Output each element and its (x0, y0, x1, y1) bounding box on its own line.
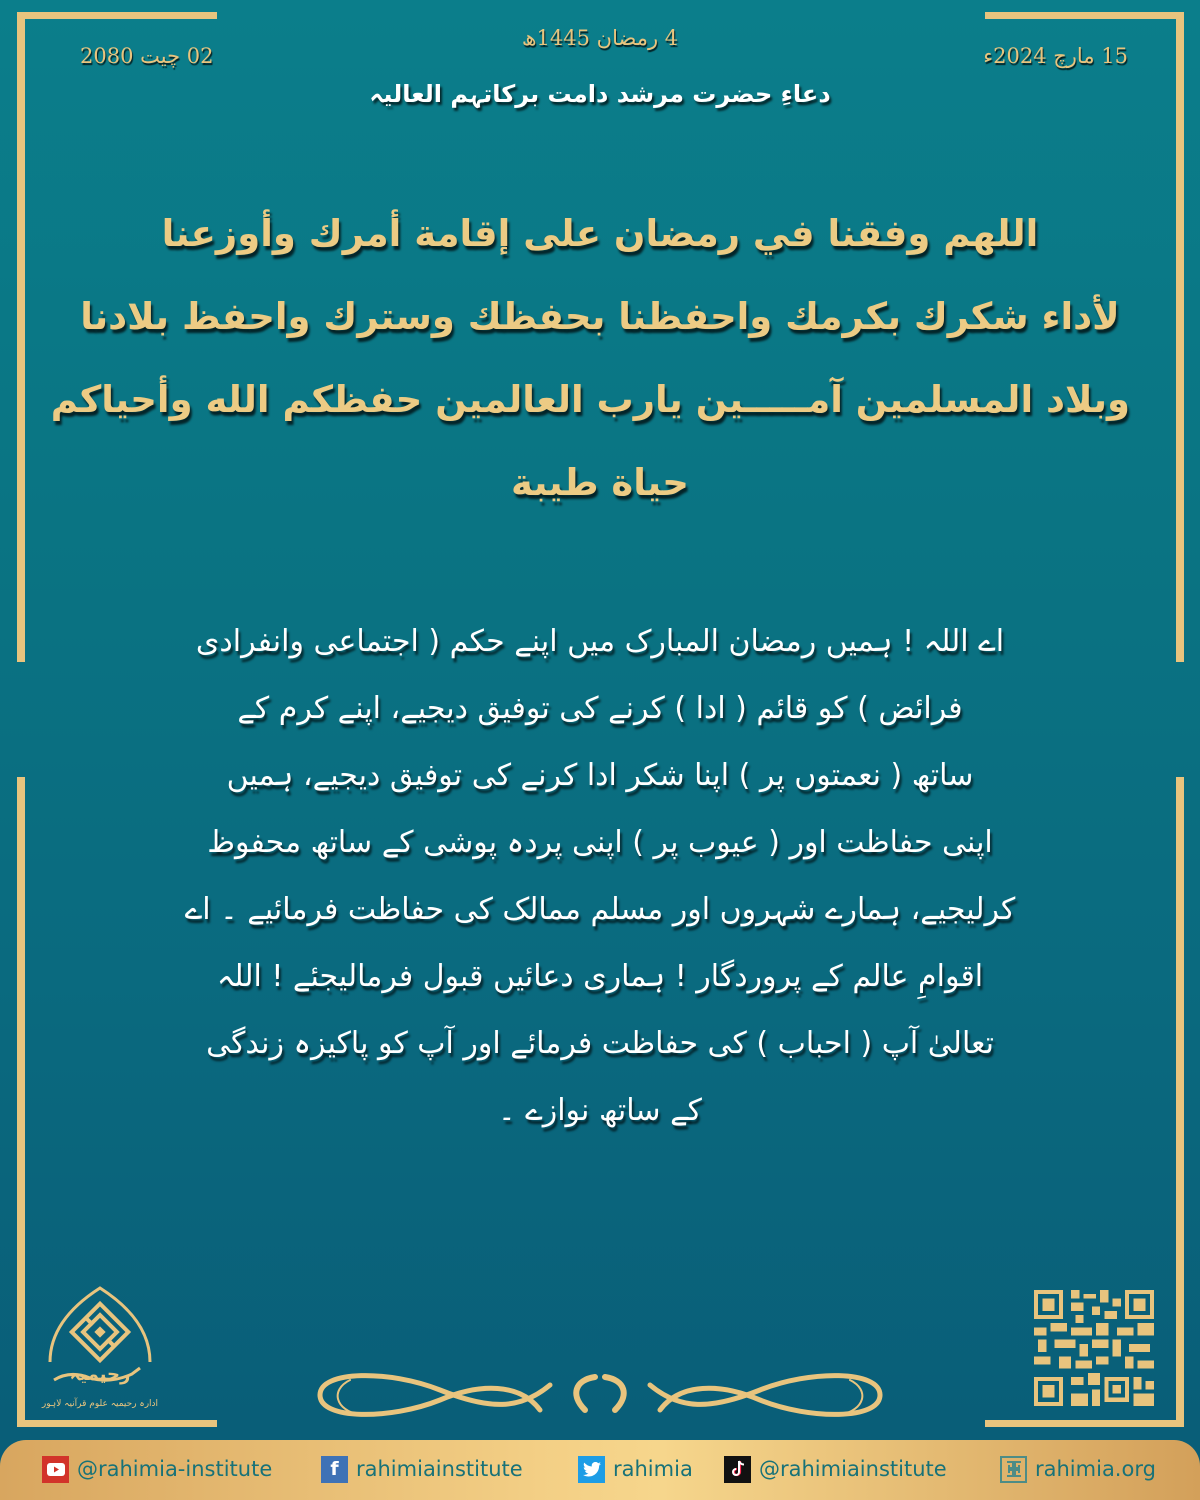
dome-logo-icon (40, 1280, 160, 1420)
frame-top-left-vertical (17, 12, 25, 662)
frame-top-right-horizontal (985, 12, 1184, 19)
gregorian-date: 15 مارچ 2024ء (983, 44, 1128, 68)
arabic-dua-line: اللهم وفقنا في رمضان على إقامة أمرك وأوزعنا (161, 212, 1039, 255)
frame-bottom-left-vertical (17, 777, 25, 1427)
urdu-line: اقوامِ عالم کے پروردگار ! ہماری دعائیں قبول فرمالیجئے ! اللہ (216, 959, 984, 994)
tiktok-icon (724, 1456, 751, 1483)
frame-bottom-right-vertical (1176, 777, 1184, 1427)
youtube-link[interactable] (42, 1454, 272, 1484)
website-icon (1000, 1456, 1027, 1483)
urdu-line: کرلیجیے، ہمارے شہروں اور مسلم ممالک کی حفاظت فرمائیے ۔ اے (184, 892, 1016, 927)
qr-code[interactable] (1034, 1290, 1154, 1406)
svg-text:ادارہ رحیمیہ علوم قرآنیہ لاہور: ادارہ رحیمیہ علوم قرآنیہ لاہور (41, 1399, 159, 1409)
youtube-icon (42, 1456, 69, 1483)
arabic-dua-line: حياة طيبة (511, 461, 689, 504)
website-link[interactable] (1000, 1454, 1156, 1484)
urdu-line: کے ساتھ نوازے ۔ (498, 1093, 702, 1128)
dua-subtitle: دعاءِ حضرت مرشد دامت برکاتہم العالیہ (369, 80, 831, 108)
hijri-date: 4 رمضان 1445ھ (521, 26, 679, 50)
qr-code-icon (1034, 1290, 1154, 1406)
bikrami-date: 02 چیت 2080 (80, 44, 214, 68)
twitter-link[interactable] (578, 1454, 693, 1484)
frame-top-left-horizontal (17, 12, 217, 19)
arabic-dua-line: لأداء شكرك بكرمك واحفظنا بحفظك وسترك واحفظ بلادنا (80, 295, 1120, 338)
frame-top-right-vertical (1176, 12, 1184, 662)
youtube-handle: @rahimia-institute (77, 1457, 273, 1481)
svg-text:رحیمیہ: رحیمیہ (69, 1364, 131, 1385)
ornament-flourish (300, 1365, 900, 1425)
tiktok-link[interactable] (724, 1454, 947, 1484)
facebook-icon: f (321, 1456, 348, 1483)
rahimia-logo (40, 1280, 160, 1420)
urdu-translation (150, 608, 1050, 1144)
tiktok-handle: @rahimiainstitute (759, 1457, 947, 1481)
urdu-line: تعالیٰ آپ ( احباب ) کی حفاظت فرمائے اور آپ کو پاکیزہ زندگی (206, 1026, 994, 1061)
frame-bottom-left-horizontal (17, 1420, 217, 1427)
website-url: rahimia.org (1035, 1457, 1156, 1481)
flourish-icon (300, 1365, 900, 1425)
urdu-line: فرائض ) کو قائم ( ادا ) کرنے کی توفیق دیجیے، اپنے کرم کے (237, 691, 963, 726)
facebook-link[interactable] (321, 1454, 523, 1484)
frame-bottom-right-horizontal (985, 1420, 1184, 1427)
arabic-dua (50, 192, 1130, 524)
facebook-handle: rahimiainstitute (356, 1457, 523, 1481)
urdu-line: اپنی حفاظت اور ( عیوب پر ) اپنی پردہ پوشی کے ساتھ محفوظ (207, 825, 993, 860)
arabic-dua-line: وبلاد المسلمين آمـــــين يارب العالمين حفظكم الله وأحياكم (50, 378, 1130, 421)
twitter-icon (578, 1456, 605, 1483)
urdu-line: اے اللہ ! ہمیں رمضان المبارک میں اپنے حکم ( اجتماعی وانفرادی (195, 624, 1005, 659)
twitter-handle: rahimia (613, 1457, 693, 1481)
urdu-line: ساتھ ( نعمتوں پر ) اپنا شکر ادا کرنے کی توفیق دیجیے، ہمیں (226, 758, 974, 793)
